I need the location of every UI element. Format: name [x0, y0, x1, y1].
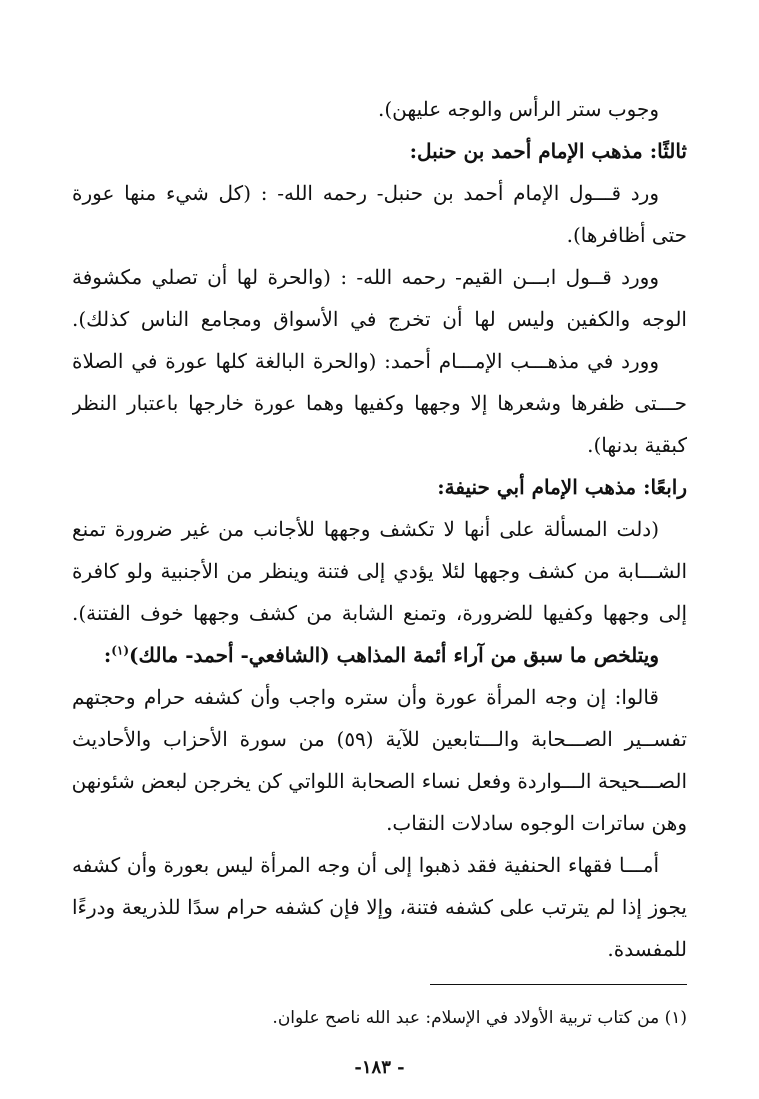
text-line: الصـــحيحة الـــواردة وفعل نساء الصحابة اللواتي كن يخرجن لبعض شئونهن	[72, 769, 687, 793]
footnote-marker[interactable]: (١)	[111, 643, 130, 658]
text-line: وورد في مذهـــب الإمـــام أحمد: (والحرة البالغة كلها عورة في الصلاة	[72, 349, 659, 373]
text-line: حتى أظافرها).	[566, 223, 687, 247]
text-line: قالوا: إن وجه المرأة عورة وأن ستره واجب وأن كشفه حرام وحجتهم	[72, 685, 659, 709]
text-line: الشـــابة من كشف وجهها لئلا يؤدي إلى فتنة وينظر من الأجنبية ولو كافرة	[72, 559, 687, 583]
text-line: إلى وجهها وكفيها للضرورة، وتمنع الشابة من كشف وجهها خوف الفتنة).	[72, 601, 687, 625]
text-line: كبقية بدنها).	[587, 433, 687, 457]
text-line: تفســير الصـــحابة والـــتابعين للآية (٥٩) من سورة الأحزاب والأحاديث	[72, 727, 687, 751]
text-line: وجوب ستر الرأس والوجه عليهن).	[377, 97, 659, 121]
section-heading-ahmad: ثالثًا: مذهب الإمام أحمد بن حنبل:	[409, 139, 687, 163]
summary-heading-colon: :	[103, 643, 112, 667]
text-line: حـــتى ظفرها وشعرها إلا وجهها وكفيها وهما عورة خارجها باعتبار النظر	[72, 391, 687, 415]
footnote-divider	[430, 984, 687, 985]
summary-heading	[72, 634, 687, 676]
text-line: يجوز إذا لم يترتب على كشفه فتنة، وإلا فإن كشفه حرام سدًا للذريعة ودرءًا	[72, 895, 687, 919]
page-number: - ١٨٣-	[354, 1057, 405, 1078]
page-body	[72, 88, 687, 970]
text-line: ورد قـــول الإمام أحمد بن حنبل- رحمه الله- : (كل شيء منها عورة	[72, 181, 659, 205]
summary-heading-text: ويتلخص ما سبق من آراء أئمة المذاهب (الشافعي- أحمد- مالك)	[129, 643, 659, 667]
text-line: (دلت المسألة على أنها لا تكشف وجهها للأجانب من غير ضرورة تمنع	[72, 517, 659, 541]
text-line: للمفسدة.	[607, 937, 687, 961]
text-line: الوجه والكفين وليس لها أن تخرج في الأسواق ومجامع الناس كذلك).	[72, 307, 687, 331]
text-line: وهن ساترات الوجوه سادلات النقاب.	[386, 811, 687, 835]
footnote: (١) من كتاب تربية الأولاد في الإسلام: عبد الله ناصح علوان.	[272, 1008, 687, 1028]
section-heading-hanifa: رابعًا: مذهب الإمام أبي حنيفة:	[437, 475, 687, 499]
text-line: وورد قــول ابـــن القيم- رحمه الله- : (والحرة لها أن تصلي مكشوفة	[72, 265, 659, 289]
text-line: أمـــا فقهاء الحنفية فقد ذهبوا إلى أن وجه المرأة ليس بعورة وأن كشفه	[72, 853, 659, 877]
